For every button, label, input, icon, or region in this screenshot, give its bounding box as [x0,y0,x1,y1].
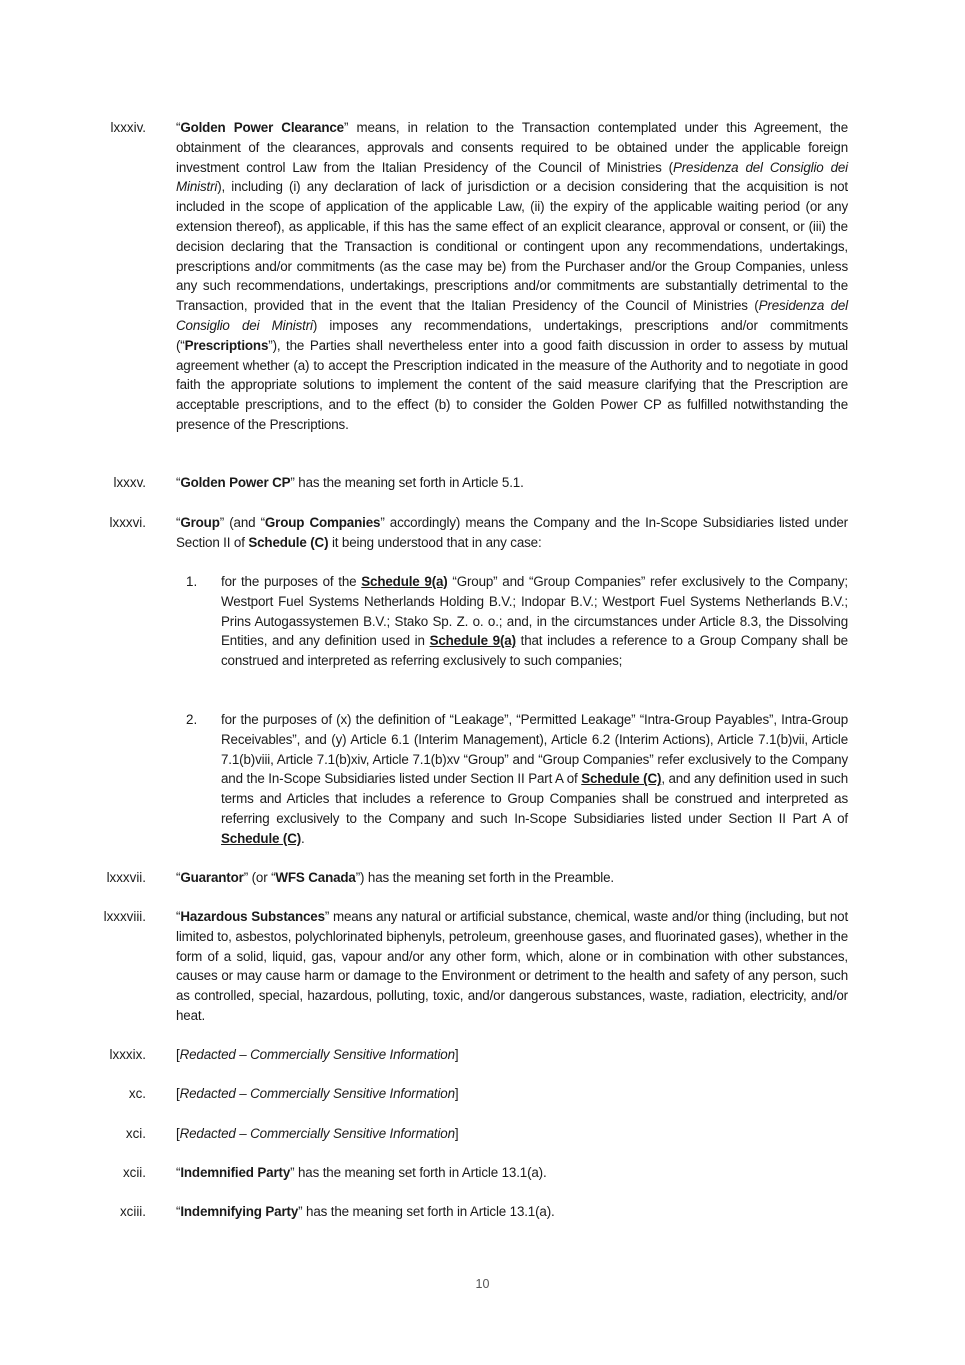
quote: “ [176,870,181,885]
text: , and any definition used in such terms and Articles that includes a reference to Group Companies shall be construed and interpreted as referring exclusively to the Company and such In-Scope Subsidiaries listed under Section II Part A of [221,771,849,826]
sub-item-number: 2. [186,712,198,727]
clause-number: lxxxviii. [103,909,146,924]
definition-text [176,868,848,888]
redaction-notice: Redacted – Commercially Sensitive Information [179,1047,455,1062]
definition-text [176,1163,848,1183]
clause-number: xc. [128,1086,146,1101]
quote: “ [176,909,181,924]
text: ” has the meaning set forth in Article 5.1. [290,475,524,490]
clause-number: lxxxiv. [110,120,146,135]
defined-term: Group [180,515,220,530]
defined-term: WFS Canada [275,870,356,885]
clause-number: lxxxvi. [109,515,146,530]
text: ”), the Parties shall nevertheless enter into a good faith discussion in order to assess by mutual agreement whether (a) to accept the Prescription indicated in the measure of the Authority and to negotiate in good faith the appropriate solutions to implement the content of the said measure clarifying that the Prescription are acceptable prescriptions, and to the effect (b) to consider the Golden Power CP as fulfilled notwithstanding the presence of the Prescriptions. [176,337,848,432]
defined-term: Hazardous Substances [180,909,325,924]
defined-term: Guarantor [180,870,244,885]
defined-term: Prescriptions [184,337,269,353]
quote: “ [176,1165,181,1180]
definition-text [176,907,848,1026]
schedule-reference: Schedule (C) [248,534,329,550]
text: for the purposes of the [221,574,362,589]
bracket: ] [454,1126,459,1141]
clause-number: lxxxv. [113,475,146,490]
defined-term: Golden Power Clearance [180,120,344,135]
text: ) imposes any recommendations, undertakings, prescriptions and/or commitments (“ [176,317,848,353]
quote: “ [176,1204,181,1219]
redacted-text [176,1084,848,1104]
text: ” has the meaning set forth in Article 13.1(a). [298,1204,555,1219]
redacted-text [176,1124,848,1144]
sub-item-number: 1. [186,574,198,589]
definition-text [176,513,848,553]
sub-item-text [221,710,848,849]
redaction-notice: Redacted – Commercially Sensitive Information [179,1086,455,1101]
italic-term: Presidenza del Consiglio dei Ministri [176,159,848,195]
bracket: ] [454,1086,459,1101]
definition-text [176,473,848,493]
quote: “ [176,475,181,490]
text: . [301,830,305,846]
text: ” means any natural or artificial substance, chemical, waste and/or thing (including, but not limited to, asbestos, polychlorinated biphenyls, petroleum, greenhouse gases, and fluorinated gases), whether in the form of a solid, liquid, gas, vapour and/or any other form, which, alone or in combination with other substances, causes or may cause harm or damage to the Environment or detriment to the health and safety of any person, such as controlled, special, hazardous, polluting, toxic, and/or dangerous substances, waste, radiation, electricity, and/or heat. [176,909,849,1023]
clause-number: lxxxix. [109,1047,146,1062]
defined-term: Group Companies [264,515,381,530]
text: ” (or “ [243,870,276,885]
text: ” accordingly) means the Company and the In-Scope Subsidiaries listed under Section II of [176,515,848,550]
schedule-reference-link[interactable]: Schedule 9(a) [361,574,448,589]
definition-text [176,118,848,435]
clause-number: xciii. [119,1204,146,1219]
defined-term: Indemnifying Party [180,1204,299,1219]
redacted-text [176,1045,848,1065]
bracket: [ [176,1047,180,1062]
schedule-reference-link[interactable]: Schedule (C) [581,771,662,787]
text: for the purposes of (x) the definition of “Leakage”, “Permitted Leakage” “Intra-Group Payables”, Intra-Group Receivables”, and (y) Article 6.1 (Interim Management), Article 6.2 (Interim Actions), Article 7.1(b)vii, Article 7.1(b)viii, Article 7.1(b)xiv, Article 7.1(b)xv “Group” and “Group Companies” refer exclusively to the Company and the In-Scope Subsidiaries listed under Section II Part A of [221,712,848,787]
text: ), including (i) any declaration of lack of jurisdiction or a decision considering that the acquisition is not included in the scope of application of the applicable Law, (ii) the expiry of the applicable waiting period (or any extension thereof), as applicable, if this has the same effect of an explicit clearance, approval or consent, or (iii) the decision declaring that the Transaction is conditional or contingent upon any recommendations, undertakings, prescriptions and/or commitments (as the case may be) from the Purchaser and/or the Group Companies, unless any such recommendations, undertakings, prescriptions and/or commitments are substantially detrimental to the Transaction, provided that in the event that the Italian Presidency of the Council of Ministries ( [176,179,848,314]
text: ”) has the meaning set forth in the Preamble. [355,870,614,885]
text: ” means, in relation to the Transaction contemplated under this Agreement, the obtainment of the clearances, approvals and consents required to be obtained under the applicable foreign investment control Law from the Italian Presidency of the Council of Ministries ( [176,120,848,175]
clause-number: xcii. [122,1165,146,1180]
text: ” has the meaning set forth in Article 13.1(a). [290,1165,547,1180]
bracket: [ [176,1086,180,1101]
text: it being understood that in any case: [328,534,542,550]
bracket: ] [454,1047,459,1062]
sub-item-text [221,572,848,671]
quote: “ [176,515,181,530]
schedule-reference-link[interactable]: Schedule (C) [221,830,302,846]
quote: “ [176,120,181,135]
text: ” (and “ [219,515,265,530]
redaction-notice: Redacted – Commercially Sensitive Information [179,1126,455,1141]
text: that includes a reference to a Group Company shall be construed and interpreted as referring exclusively to such companies; [221,633,848,669]
page-number: 10 [475,1277,490,1291]
clause-number: xci. [125,1126,146,1141]
defined-term: Golden Power CP [180,475,291,490]
bracket: [ [176,1126,180,1141]
clause-number: lxxxvii. [106,870,146,885]
definition-text [176,1202,848,1222]
schedule-reference-link[interactable]: Schedule 9(a) [429,633,516,649]
defined-term: Indemnified Party [180,1165,291,1180]
italic-term: Presidenza del Consiglio dei Ministri [176,298,848,333]
text: “Group” and “Group Companies” refer exclusively to the Company; Westport Fuel Systems Netherlands Holding B.V.; Indopar B.V.; Westport Fuel Systems Netherlands B.V.; Prins Autogassystemen B.V.; Stako Sp. Z. o. o.; and, in the circumstances under Article 8.3, the Dissolving Entities, and any definition used in [221,574,848,649]
